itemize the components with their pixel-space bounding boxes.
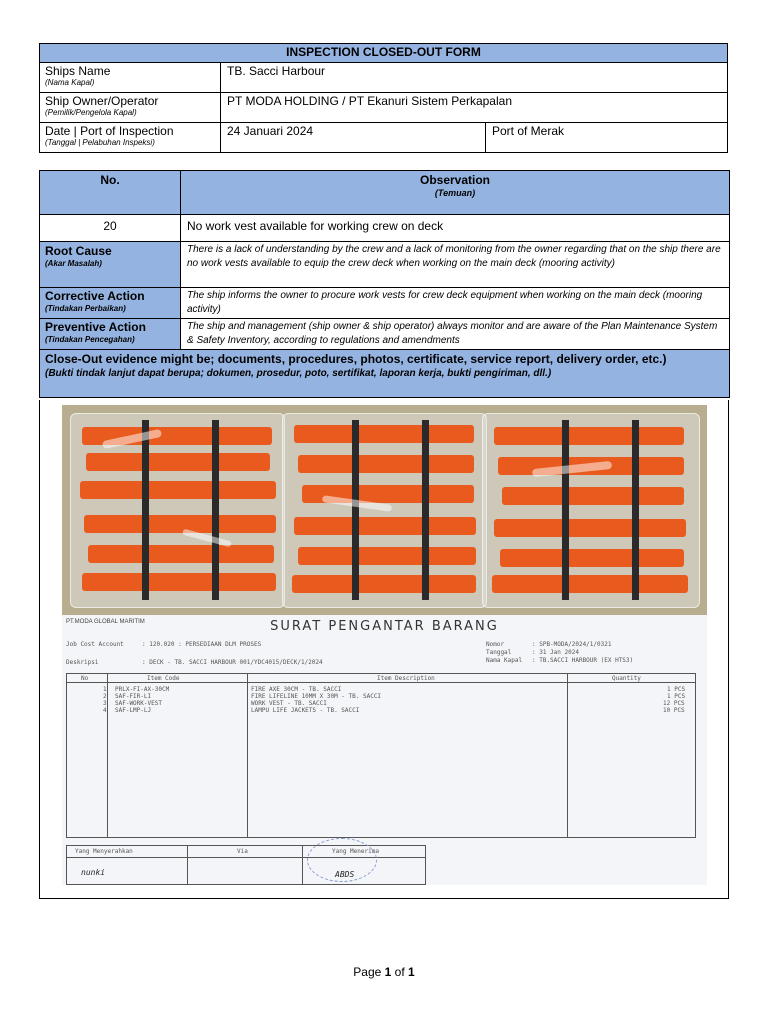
date-label: Date | Port of Inspection bbox=[45, 124, 174, 138]
item-row-no: 2 bbox=[103, 693, 107, 700]
item-row-desc: FIRE LIFELINE 10MM X 30M - TB. SACCI bbox=[251, 693, 382, 700]
observation-text: No work vest available for working crew on deck bbox=[181, 215, 730, 242]
description-value: : DECK - TB. SACCI HARBOUR 001/YDC4015/DECK/1/2024 bbox=[142, 659, 323, 666]
evidence-box bbox=[39, 400, 729, 899]
item-row-code: SAF-WORK-VEST bbox=[115, 700, 162, 707]
root-cause-text: There is a lack of understanding by the crew and a lack of monitoring from the owner regarding that on the ship there are no work vests available to equip the crew deck when working on the main deck (mooring activity) bbox=[181, 242, 730, 288]
root-cause-sublabel: (Akar Masalah) bbox=[45, 259, 102, 268]
form-title: INSPECTION CLOSED-OUT FORM bbox=[40, 44, 728, 63]
delivery-note-title: SURAT PENGANTAR BARANG bbox=[270, 619, 499, 634]
item-row-no: 1 bbox=[103, 686, 107, 693]
date-sublabel: (Tanggal | Pelabuhan Inspeksi) bbox=[45, 138, 155, 147]
col-desc-header: Item Description bbox=[377, 675, 435, 682]
sig-via-label: Via bbox=[237, 848, 248, 855]
delivery-note bbox=[62, 615, 707, 885]
signature-box bbox=[66, 845, 426, 885]
description-label: Deskripsi bbox=[66, 659, 99, 666]
page-total: 1 bbox=[408, 965, 415, 979]
observation-header-label: Observation bbox=[419, 173, 491, 187]
delivery-items-table bbox=[66, 673, 696, 838]
kapal-value: : TB.SACCI HARBOUR (EX HTS3) bbox=[532, 657, 634, 664]
col-no-header: No bbox=[81, 675, 89, 682]
ships-name-label: Ships Name bbox=[45, 64, 111, 78]
item-row-desc: LAMPU LIFE JACKETS - TB. SACCI bbox=[251, 707, 360, 714]
corrective-text: The ship informs the owner to procure work vests for crew deck equipment when working on the main deck (mooring activity) bbox=[181, 288, 730, 319]
page-prefix: Page bbox=[353, 965, 382, 979]
item-row-code: SAF-LMP-LJ bbox=[115, 707, 152, 714]
item-row-desc: FIRE AXE 30CM - TB. SACCI bbox=[251, 686, 342, 693]
page-footer bbox=[0, 965, 768, 979]
item-row-no: 3 bbox=[103, 700, 107, 707]
sig-receiver-name: ABDS bbox=[335, 870, 355, 879]
sig-receiver-label: Yang Menerima bbox=[332, 848, 379, 855]
date-value: 24 Januari 2024 bbox=[221, 123, 486, 153]
nomor-value: : SPB-MODA/2024/1/0321 bbox=[532, 641, 612, 648]
observation-number: 20 bbox=[40, 215, 181, 242]
work-vests-photo bbox=[62, 405, 707, 615]
col-code-header: Item Code bbox=[147, 675, 180, 682]
owner-value: PT MODA HOLDING / PT Ekanuri Sistem Perkapalan bbox=[221, 93, 728, 123]
owner-label-cell bbox=[40, 93, 221, 123]
root-cause-label: Root Cause bbox=[45, 244, 112, 258]
delivery-note-company: PT.MODA GLOBAL MARITIM bbox=[66, 619, 145, 625]
page-of: of bbox=[394, 965, 405, 979]
preventive-label: Preventive Action bbox=[45, 320, 146, 334]
corrective-sublabel: (Tindakan Perbaikan) bbox=[45, 304, 126, 313]
observation-header bbox=[181, 171, 730, 215]
preventive-label-cell bbox=[40, 319, 181, 350]
kapal-label: Nama Kapal bbox=[486, 657, 523, 664]
tanggal-label: Tanggal bbox=[486, 649, 512, 656]
observation-header-sublabel: (Temuan) bbox=[434, 188, 476, 198]
tanggal-value: : 31 Jan 2024 bbox=[532, 649, 579, 656]
item-row-code: PRLX-FI-AX-30CM bbox=[115, 686, 170, 693]
corrective-label-cell bbox=[40, 288, 181, 319]
preventive-text: The ship and management (ship owner & ship operator) always monitor and are aware of the Plan Maintenance System & Safety Inventory, according to regulations and amendments bbox=[181, 319, 730, 350]
owner-label: Ship Owner/Operator bbox=[45, 94, 159, 108]
item-row-no: 4 bbox=[103, 707, 107, 714]
sig-giver-name: nunki bbox=[81, 868, 106, 877]
item-row-qty: 1 PCS bbox=[667, 686, 686, 693]
root-cause-label-cell bbox=[40, 242, 181, 288]
item-row-qty: 10 PCS bbox=[663, 707, 685, 714]
job-cost-value: : 120.020 : PERSEDIAAN DLM PROSES bbox=[142, 641, 262, 648]
inspection-header-table bbox=[39, 43, 728, 153]
item-row-qty: 1 PCS bbox=[667, 693, 686, 700]
evidence-subtitle: (Bukti tindak lanjut dapat berupa; dokumen, prosedur, poto, sertifikat, laporan kerja, bukti pengiriman, dll.) bbox=[45, 368, 552, 379]
job-cost-label: Job Cost Account bbox=[66, 641, 124, 648]
preventive-sublabel: (Tindakan Pencegahan) bbox=[45, 335, 135, 344]
sig-giver-label: Yang Menyerahkan bbox=[75, 848, 133, 855]
evidence-title: Close-Out evidence might be; documents, procedures, photos, certificate, service report, delivery order, etc.) bbox=[45, 352, 667, 366]
item-row-qty: 12 PCS bbox=[663, 700, 685, 707]
observation-table bbox=[39, 170, 730, 398]
ships-name-sublabel: (Nama Kapal) bbox=[45, 78, 95, 87]
nomor-label: Nomor bbox=[486, 641, 505, 648]
port-value: Port of Merak bbox=[486, 123, 728, 153]
owner-sublabel: (Pemilik/Pengelola Kapal) bbox=[45, 108, 137, 117]
corrective-label: Corrective Action bbox=[45, 289, 145, 303]
date-label-cell bbox=[40, 123, 221, 153]
evidence-cell bbox=[40, 350, 730, 398]
no-header: No. bbox=[40, 171, 181, 215]
item-row-code: SAF-FIR-LI bbox=[115, 693, 152, 700]
col-qty-header: Quantity bbox=[612, 675, 641, 682]
ships-name-label-cell bbox=[40, 63, 221, 93]
ships-name-value: TB. Sacci Harbour bbox=[221, 63, 728, 93]
item-row-desc: WORK VEST - TB. SACCI bbox=[251, 700, 327, 707]
page-number: 1 bbox=[384, 965, 392, 979]
